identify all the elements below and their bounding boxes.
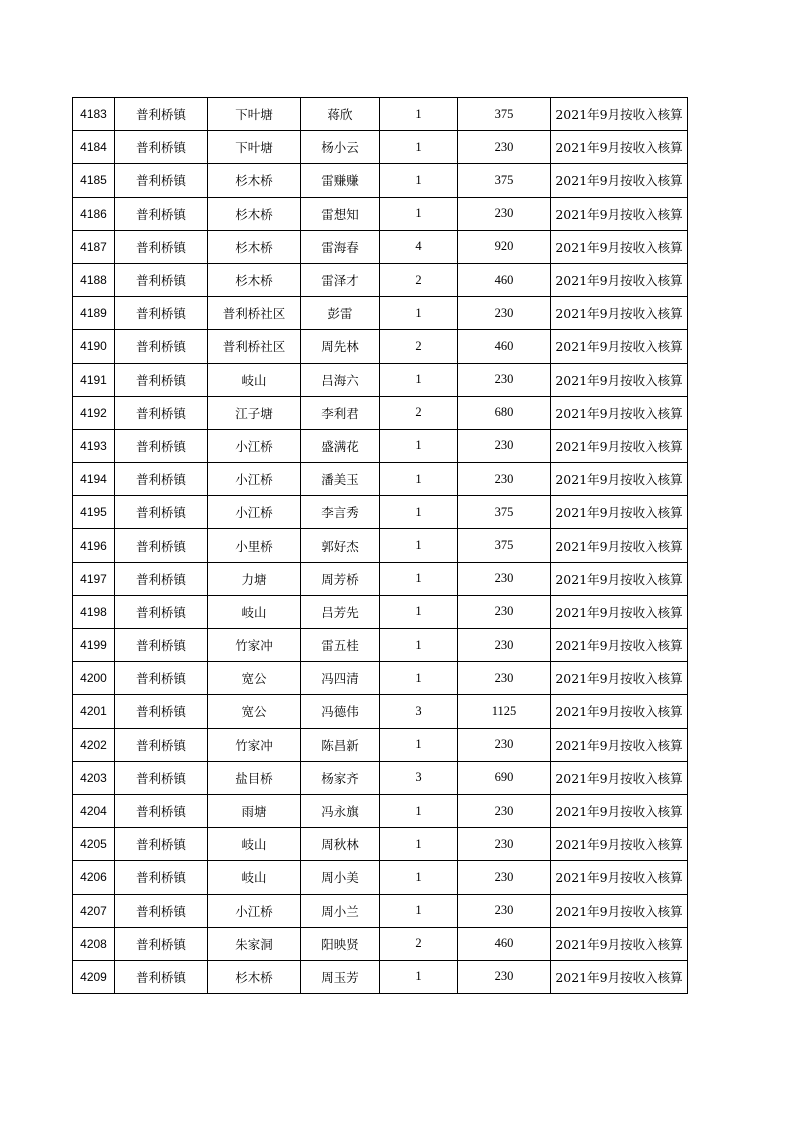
cell-note: 2021年9月按收入核算 bbox=[551, 363, 688, 396]
cell-village: 普利桥社区 bbox=[208, 330, 301, 363]
cell-person-name: 潘美玉 bbox=[301, 463, 380, 496]
cell-village: 岐山 bbox=[208, 363, 301, 396]
cell-amount: 230 bbox=[458, 595, 551, 628]
cell-note: 2021年9月按收入核算 bbox=[551, 98, 688, 131]
cell-village: 岐山 bbox=[208, 828, 301, 861]
cell-village: 小江桥 bbox=[208, 894, 301, 927]
cell-village: 杉木桥 bbox=[208, 263, 301, 296]
cell-serial-number: 4199 bbox=[73, 629, 115, 662]
cell-amount: 230 bbox=[458, 960, 551, 993]
cell-household-count: 3 bbox=[380, 695, 458, 728]
cell-serial-number: 4183 bbox=[73, 98, 115, 131]
cell-village: 盐目桥 bbox=[208, 761, 301, 794]
cell-note: 2021年9月按收入核算 bbox=[551, 861, 688, 894]
table-row bbox=[73, 98, 688, 131]
cell-person-name: 周小美 bbox=[301, 861, 380, 894]
cell-serial-number: 4201 bbox=[73, 695, 115, 728]
cell-serial-number: 4195 bbox=[73, 496, 115, 529]
cell-amount: 230 bbox=[458, 662, 551, 695]
cell-serial-number: 4190 bbox=[73, 330, 115, 363]
cell-village: 小江桥 bbox=[208, 496, 301, 529]
cell-amount: 230 bbox=[458, 794, 551, 827]
cell-serial-number: 4191 bbox=[73, 363, 115, 396]
cell-note: 2021年9月按收入核算 bbox=[551, 894, 688, 927]
cell-town: 普利桥镇 bbox=[115, 396, 208, 429]
table-row bbox=[73, 197, 688, 230]
cell-person-name: 蒋欣 bbox=[301, 98, 380, 131]
cell-household-count: 1 bbox=[380, 463, 458, 496]
cell-amount: 230 bbox=[458, 297, 551, 330]
cell-person-name: 吕海六 bbox=[301, 363, 380, 396]
cell-household-count: 1 bbox=[380, 98, 458, 131]
cell-town: 普利桥镇 bbox=[115, 828, 208, 861]
cell-amount: 460 bbox=[458, 263, 551, 296]
table-row bbox=[73, 595, 688, 628]
cell-note: 2021年9月按收入核算 bbox=[551, 629, 688, 662]
cell-person-name: 郭好杰 bbox=[301, 529, 380, 562]
cell-serial-number: 4194 bbox=[73, 463, 115, 496]
table-row bbox=[73, 330, 688, 363]
cell-household-count: 1 bbox=[380, 794, 458, 827]
cell-note: 2021年9月按收入核算 bbox=[551, 164, 688, 197]
table-row bbox=[73, 263, 688, 296]
cell-person-name: 雷想知 bbox=[301, 197, 380, 230]
cell-note: 2021年9月按收入核算 bbox=[551, 330, 688, 363]
cell-amount: 460 bbox=[458, 330, 551, 363]
cell-household-count: 1 bbox=[380, 164, 458, 197]
cell-serial-number: 4184 bbox=[73, 131, 115, 164]
cell-household-count: 2 bbox=[380, 263, 458, 296]
table-row bbox=[73, 761, 688, 794]
cell-person-name: 冯永旗 bbox=[301, 794, 380, 827]
cell-town: 普利桥镇 bbox=[115, 463, 208, 496]
cell-village: 岐山 bbox=[208, 595, 301, 628]
cell-village: 竹家冲 bbox=[208, 728, 301, 761]
cell-village: 朱家洞 bbox=[208, 927, 301, 960]
cell-note: 2021年9月按收入核算 bbox=[551, 927, 688, 960]
cell-household-count: 1 bbox=[380, 728, 458, 761]
cell-household-count: 1 bbox=[380, 861, 458, 894]
cell-village: 岐山 bbox=[208, 861, 301, 894]
cell-amount: 1125 bbox=[458, 695, 551, 728]
cell-person-name: 彭雷 bbox=[301, 297, 380, 330]
cell-village: 杉木桥 bbox=[208, 230, 301, 263]
cell-serial-number: 4209 bbox=[73, 960, 115, 993]
cell-town: 普利桥镇 bbox=[115, 695, 208, 728]
cell-serial-number: 4196 bbox=[73, 529, 115, 562]
cell-person-name: 雷赚赚 bbox=[301, 164, 380, 197]
cell-person-name: 吕芳先 bbox=[301, 595, 380, 628]
cell-amount: 230 bbox=[458, 629, 551, 662]
cell-amount: 230 bbox=[458, 131, 551, 164]
cell-household-count: 1 bbox=[380, 297, 458, 330]
cell-person-name: 李言秀 bbox=[301, 496, 380, 529]
cell-amount: 920 bbox=[458, 230, 551, 263]
cell-amount: 230 bbox=[458, 463, 551, 496]
cell-serial-number: 4203 bbox=[73, 761, 115, 794]
cell-household-count: 2 bbox=[380, 330, 458, 363]
cell-note: 2021年9月按收入核算 bbox=[551, 728, 688, 761]
cell-village: 力塘 bbox=[208, 562, 301, 595]
table-row bbox=[73, 429, 688, 462]
cell-person-name: 盛满花 bbox=[301, 429, 380, 462]
cell-town: 普利桥镇 bbox=[115, 562, 208, 595]
cell-note: 2021年9月按收入核算 bbox=[551, 828, 688, 861]
cell-serial-number: 4188 bbox=[73, 263, 115, 296]
cell-town: 普利桥镇 bbox=[115, 960, 208, 993]
table-row bbox=[73, 927, 688, 960]
cell-amount: 230 bbox=[458, 728, 551, 761]
cell-amount: 230 bbox=[458, 562, 551, 595]
cell-household-count: 1 bbox=[380, 894, 458, 927]
cell-household-count: 1 bbox=[380, 429, 458, 462]
cell-serial-number: 4202 bbox=[73, 728, 115, 761]
cell-household-count: 4 bbox=[380, 230, 458, 263]
cell-household-count: 3 bbox=[380, 761, 458, 794]
cell-serial-number: 4198 bbox=[73, 595, 115, 628]
cell-village: 下叶塘 bbox=[208, 131, 301, 164]
cell-serial-number: 4187 bbox=[73, 230, 115, 263]
cell-person-name: 冯德伟 bbox=[301, 695, 380, 728]
cell-amount: 375 bbox=[458, 164, 551, 197]
table-row bbox=[73, 363, 688, 396]
cell-town: 普利桥镇 bbox=[115, 164, 208, 197]
table-body bbox=[73, 98, 688, 994]
cell-serial-number: 4204 bbox=[73, 794, 115, 827]
cell-village: 小江桥 bbox=[208, 463, 301, 496]
cell-serial-number: 4208 bbox=[73, 927, 115, 960]
cell-town: 普利桥镇 bbox=[115, 728, 208, 761]
cell-note: 2021年9月按收入核算 bbox=[551, 429, 688, 462]
cell-town: 普利桥镇 bbox=[115, 197, 208, 230]
cell-person-name: 周芳桥 bbox=[301, 562, 380, 595]
cell-village: 竹家冲 bbox=[208, 629, 301, 662]
cell-person-name: 周玉芳 bbox=[301, 960, 380, 993]
cell-serial-number: 4200 bbox=[73, 662, 115, 695]
cell-note: 2021年9月按收入核算 bbox=[551, 496, 688, 529]
table-row bbox=[73, 861, 688, 894]
cell-town: 普利桥镇 bbox=[115, 131, 208, 164]
cell-town: 普利桥镇 bbox=[115, 861, 208, 894]
cell-household-count: 1 bbox=[380, 662, 458, 695]
table-row bbox=[73, 695, 688, 728]
table-row bbox=[73, 297, 688, 330]
cell-note: 2021年9月按收入核算 bbox=[551, 197, 688, 230]
cell-town: 普利桥镇 bbox=[115, 496, 208, 529]
cell-amount: 230 bbox=[458, 197, 551, 230]
table-row bbox=[73, 396, 688, 429]
table-row bbox=[73, 629, 688, 662]
cell-household-count: 1 bbox=[380, 363, 458, 396]
cell-household-count: 1 bbox=[380, 562, 458, 595]
cell-note: 2021年9月按收入核算 bbox=[551, 695, 688, 728]
cell-note: 2021年9月按收入核算 bbox=[551, 562, 688, 595]
cell-village: 杉木桥 bbox=[208, 197, 301, 230]
table-row bbox=[73, 131, 688, 164]
cell-amount: 230 bbox=[458, 363, 551, 396]
cell-person-name: 周先林 bbox=[301, 330, 380, 363]
cell-person-name: 雷泽才 bbox=[301, 263, 380, 296]
cell-serial-number: 4185 bbox=[73, 164, 115, 197]
cell-serial-number: 4186 bbox=[73, 197, 115, 230]
cell-household-count: 1 bbox=[380, 197, 458, 230]
cell-person-name: 冯四清 bbox=[301, 662, 380, 695]
cell-amount: 375 bbox=[458, 98, 551, 131]
table-row bbox=[73, 828, 688, 861]
cell-town: 普利桥镇 bbox=[115, 529, 208, 562]
cell-serial-number: 4206 bbox=[73, 861, 115, 894]
cell-amount: 230 bbox=[458, 429, 551, 462]
cell-note: 2021年9月按收入核算 bbox=[551, 529, 688, 562]
cell-amount: 460 bbox=[458, 927, 551, 960]
cell-note: 2021年9月按收入核算 bbox=[551, 761, 688, 794]
cell-town: 普利桥镇 bbox=[115, 894, 208, 927]
table-row bbox=[73, 463, 688, 496]
cell-household-count: 2 bbox=[380, 396, 458, 429]
cell-person-name: 周小兰 bbox=[301, 894, 380, 927]
allowance-table bbox=[72, 97, 688, 994]
cell-household-count: 1 bbox=[380, 629, 458, 662]
cell-amount: 375 bbox=[458, 529, 551, 562]
cell-town: 普利桥镇 bbox=[115, 794, 208, 827]
cell-person-name: 杨家齐 bbox=[301, 761, 380, 794]
cell-serial-number: 4207 bbox=[73, 894, 115, 927]
cell-note: 2021年9月按收入核算 bbox=[551, 662, 688, 695]
cell-person-name: 李利君 bbox=[301, 396, 380, 429]
table-row bbox=[73, 794, 688, 827]
cell-person-name: 雷五桂 bbox=[301, 629, 380, 662]
cell-household-count: 2 bbox=[380, 927, 458, 960]
cell-note: 2021年9月按收入核算 bbox=[551, 263, 688, 296]
cell-town: 普利桥镇 bbox=[115, 263, 208, 296]
cell-amount: 690 bbox=[458, 761, 551, 794]
cell-note: 2021年9月按收入核算 bbox=[551, 297, 688, 330]
table-row bbox=[73, 230, 688, 263]
cell-person-name: 周秋林 bbox=[301, 828, 380, 861]
cell-amount: 230 bbox=[458, 861, 551, 894]
cell-village: 杉木桥 bbox=[208, 164, 301, 197]
cell-household-count: 1 bbox=[380, 496, 458, 529]
cell-village: 雨塘 bbox=[208, 794, 301, 827]
cell-town: 普利桥镇 bbox=[115, 595, 208, 628]
cell-serial-number: 4197 bbox=[73, 562, 115, 595]
cell-household-count: 1 bbox=[380, 131, 458, 164]
cell-town: 普利桥镇 bbox=[115, 230, 208, 263]
cell-serial-number: 4189 bbox=[73, 297, 115, 330]
cell-amount: 375 bbox=[458, 496, 551, 529]
table-row bbox=[73, 164, 688, 197]
cell-person-name: 杨小云 bbox=[301, 131, 380, 164]
table-row bbox=[73, 662, 688, 695]
table-row bbox=[73, 496, 688, 529]
cell-note: 2021年9月按收入核算 bbox=[551, 131, 688, 164]
cell-amount: 680 bbox=[458, 396, 551, 429]
table-row bbox=[73, 960, 688, 993]
cell-person-name: 陈昌新 bbox=[301, 728, 380, 761]
cell-note: 2021年9月按收入核算 bbox=[551, 960, 688, 993]
cell-village: 小江桥 bbox=[208, 429, 301, 462]
cell-village: 江子塘 bbox=[208, 396, 301, 429]
cell-amount: 230 bbox=[458, 894, 551, 927]
cell-note: 2021年9月按收入核算 bbox=[551, 794, 688, 827]
cell-person-name: 雷海春 bbox=[301, 230, 380, 263]
table-row bbox=[73, 728, 688, 761]
table-row bbox=[73, 529, 688, 562]
cell-note: 2021年9月按收入核算 bbox=[551, 230, 688, 263]
cell-village: 杉木桥 bbox=[208, 960, 301, 993]
cell-town: 普利桥镇 bbox=[115, 98, 208, 131]
cell-serial-number: 4205 bbox=[73, 828, 115, 861]
table-row bbox=[73, 562, 688, 595]
cell-person-name: 阳映贤 bbox=[301, 927, 380, 960]
cell-household-count: 1 bbox=[380, 828, 458, 861]
cell-town: 普利桥镇 bbox=[115, 429, 208, 462]
cell-household-count: 1 bbox=[380, 595, 458, 628]
cell-note: 2021年9月按收入核算 bbox=[551, 595, 688, 628]
cell-note: 2021年9月按收入核算 bbox=[551, 396, 688, 429]
cell-town: 普利桥镇 bbox=[115, 629, 208, 662]
cell-town: 普利桥镇 bbox=[115, 927, 208, 960]
cell-village: 宽公 bbox=[208, 695, 301, 728]
cell-town: 普利桥镇 bbox=[115, 363, 208, 396]
cell-village: 小里桥 bbox=[208, 529, 301, 562]
cell-town: 普利桥镇 bbox=[115, 297, 208, 330]
cell-household-count: 1 bbox=[380, 960, 458, 993]
cell-town: 普利桥镇 bbox=[115, 662, 208, 695]
table-row bbox=[73, 894, 688, 927]
cell-town: 普利桥镇 bbox=[115, 330, 208, 363]
cell-village: 下叶塘 bbox=[208, 98, 301, 131]
cell-village: 宽公 bbox=[208, 662, 301, 695]
cell-town: 普利桥镇 bbox=[115, 761, 208, 794]
cell-serial-number: 4193 bbox=[73, 429, 115, 462]
cell-note: 2021年9月按收入核算 bbox=[551, 463, 688, 496]
cell-amount: 230 bbox=[458, 828, 551, 861]
cell-household-count: 1 bbox=[380, 529, 458, 562]
cell-village: 普利桥社区 bbox=[208, 297, 301, 330]
cell-serial-number: 4192 bbox=[73, 396, 115, 429]
